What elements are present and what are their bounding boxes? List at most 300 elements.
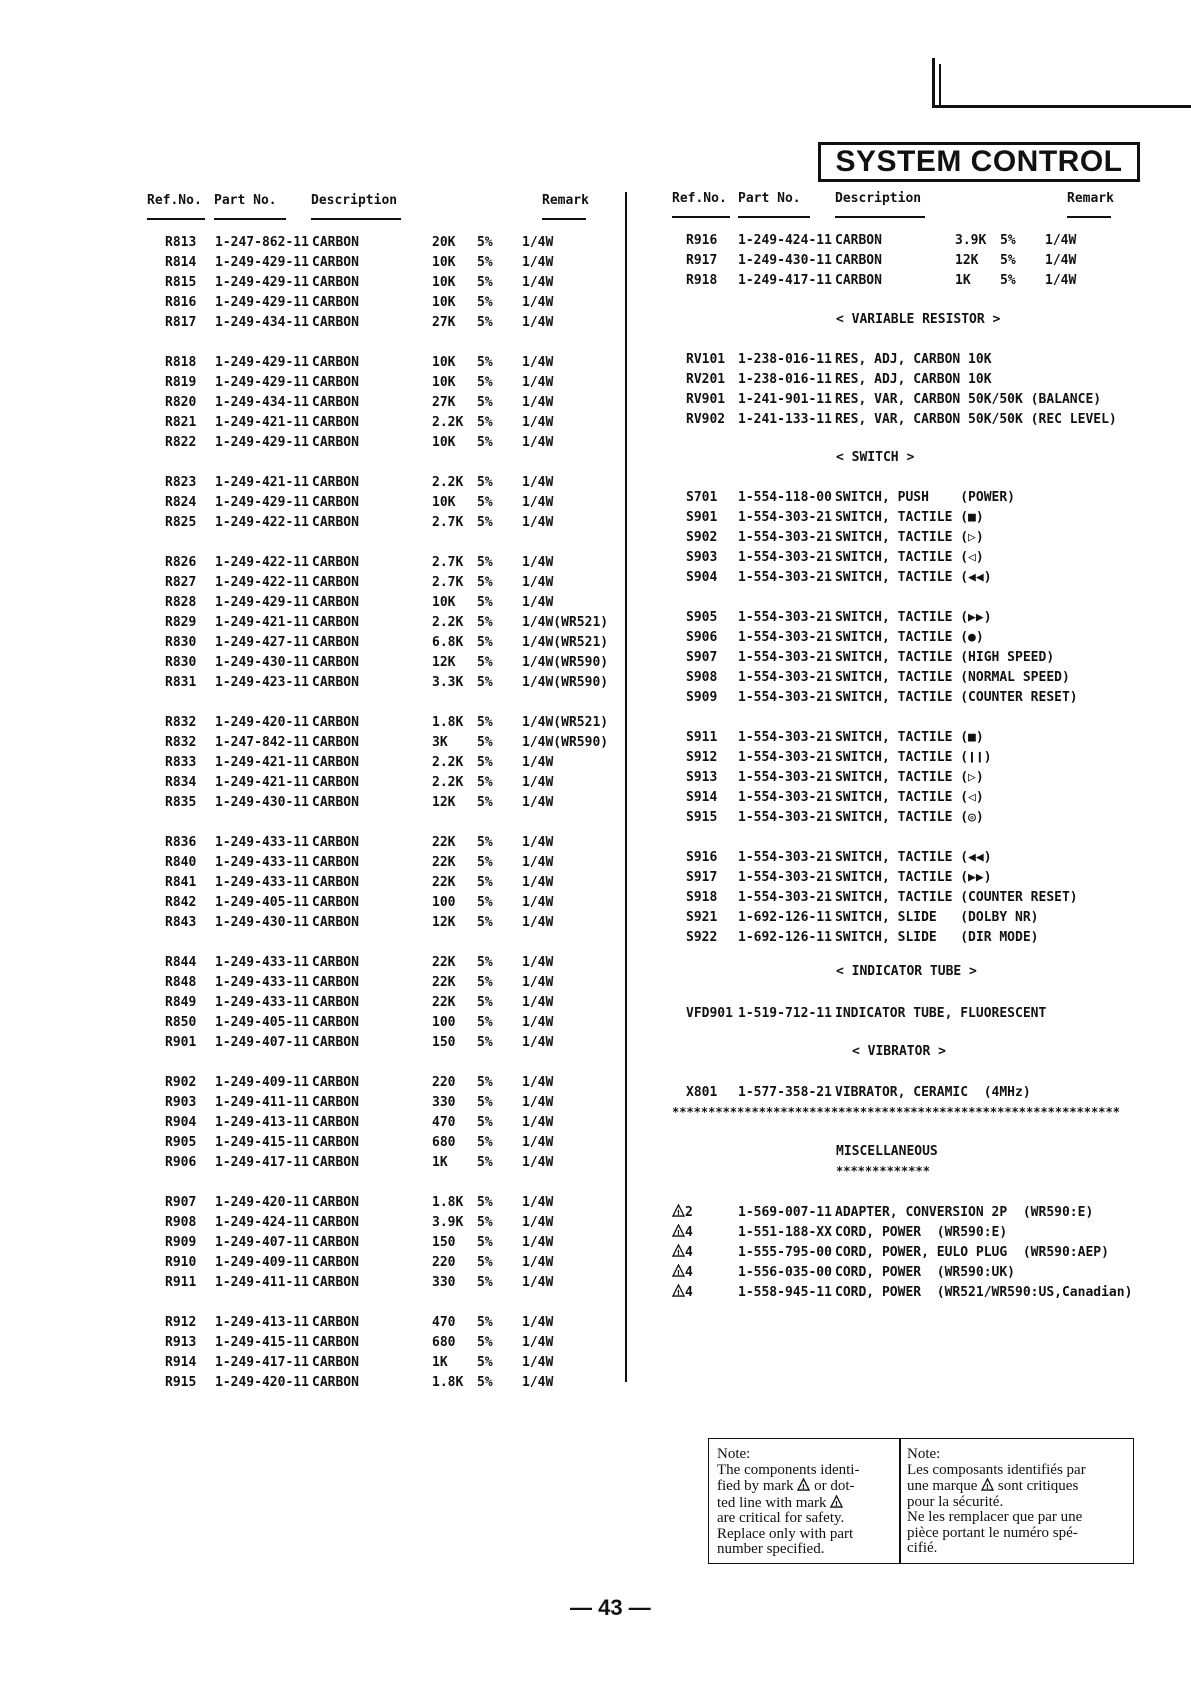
part-no: 1-249-417-11 xyxy=(215,1155,309,1170)
value: 3.9K xyxy=(955,233,987,248)
description: CARBON xyxy=(835,253,882,268)
value: 12K xyxy=(432,915,456,930)
remark: 1/4W xyxy=(522,1035,554,1050)
part-no: 1-554-303-21 xyxy=(738,570,832,585)
warning-triangle-icon xyxy=(797,1478,810,1491)
remark: 1/4W xyxy=(522,995,554,1010)
ref-no: R850 xyxy=(165,1015,197,1030)
value: 1.8K xyxy=(432,1375,464,1390)
ref-no: R916 xyxy=(686,233,718,248)
tolerance: 5% xyxy=(477,395,493,410)
remark: 1/4W xyxy=(522,855,554,870)
parts-row xyxy=(0,908,1191,928)
part-no: 1-249-415-11 xyxy=(215,1135,309,1150)
description: CARBON xyxy=(312,375,359,390)
value: 2.2K xyxy=(432,475,464,490)
part-no: 1-249-405-11 xyxy=(215,1015,309,1030)
right-desc-underline xyxy=(835,216,925,218)
ref-no: R827 xyxy=(165,575,197,590)
description: CARBON xyxy=(312,675,359,690)
parts-row xyxy=(0,1083,1191,1103)
part-no: 1-249-429-11 xyxy=(215,295,309,310)
ref-no: R840 xyxy=(165,855,197,870)
section-indicator-tube: < INDICATOR TUBE > xyxy=(836,964,977,979)
value: 100 xyxy=(432,895,456,910)
ref-number: 2 xyxy=(685,1205,693,1220)
ref-no: S904 xyxy=(686,570,718,585)
value: 470 xyxy=(432,1315,456,1330)
part-no: 1-249-422-11 xyxy=(215,575,309,590)
part-no: 1-577-358-21 xyxy=(738,1085,832,1100)
misc-stars: ************* xyxy=(836,1164,930,1178)
remark: 1/4W(WR590) xyxy=(522,655,609,670)
ref-no: R910 xyxy=(165,1255,197,1270)
parts-row xyxy=(0,433,620,453)
part-no: 1-249-433-11 xyxy=(215,995,309,1010)
remark: 1/4W xyxy=(522,1375,554,1390)
value: 10K xyxy=(432,255,456,270)
ref-no xyxy=(672,1203,693,1223)
tolerance: 5% xyxy=(477,1275,493,1290)
parts-row xyxy=(0,928,1191,948)
ref-no: R814 xyxy=(165,255,197,270)
corner-mark xyxy=(932,58,935,108)
ref-no: R835 xyxy=(165,795,197,810)
part-no: 1-551-188-XX xyxy=(738,1225,832,1240)
value: 27K xyxy=(432,395,456,410)
ref-no: R822 xyxy=(165,435,197,450)
value: 1K xyxy=(432,1155,448,1170)
ref-no: X801 xyxy=(686,1085,718,1100)
note-box xyxy=(708,1438,1134,1564)
tolerance: 5% xyxy=(477,575,493,590)
tolerance: 5% xyxy=(477,1215,493,1230)
description: CARBON xyxy=(312,395,359,410)
value: 22K xyxy=(432,875,456,890)
tolerance: 5% xyxy=(477,555,493,570)
remark: 1/4W xyxy=(522,1015,554,1030)
remark: 1/4W xyxy=(522,375,554,390)
part-no: 1-249-405-11 xyxy=(215,895,309,910)
ref-no: R842 xyxy=(165,895,197,910)
note-en-line: fied by mark ! or dot- xyxy=(717,1478,855,1494)
part-no: 1-554-303-21 xyxy=(738,690,832,705)
left-ref-underline xyxy=(147,218,205,220)
value: 20K xyxy=(432,235,456,250)
tolerance: 5% xyxy=(477,415,493,430)
description: CARBON xyxy=(312,355,359,370)
remark: 1/4W xyxy=(522,275,554,290)
note-french xyxy=(907,1447,1129,1557)
ref-no: R836 xyxy=(165,835,197,850)
part-no: 1-554-303-21 xyxy=(738,870,832,885)
value: 330 xyxy=(432,1275,456,1290)
parts-row xyxy=(0,1223,1191,1243)
remark: 1/4W xyxy=(522,395,554,410)
description: SWITCH, TACTILE (▶▶) xyxy=(835,870,992,885)
description: CARBON xyxy=(312,955,359,970)
description: CARBON xyxy=(312,1075,359,1090)
remark: 1/4W xyxy=(522,575,554,590)
parts-row xyxy=(0,1353,620,1373)
parts-row xyxy=(0,271,1191,291)
remark: 1/4W xyxy=(1045,233,1077,248)
remark: 1/4W(WR590) xyxy=(522,675,609,690)
misc-title: MISCELLANEOUS xyxy=(836,1144,938,1159)
ref-no xyxy=(672,1223,693,1243)
ref-no: R820 xyxy=(165,395,197,410)
description: CARBON xyxy=(312,635,359,650)
parts-row xyxy=(0,808,1191,828)
ref-no: R911 xyxy=(165,1275,197,1290)
tolerance: 5% xyxy=(477,775,493,790)
remark: 1/4W xyxy=(522,435,554,450)
part-no: 1-554-303-21 xyxy=(738,750,832,765)
part-no: 1-249-430-11 xyxy=(215,655,309,670)
description: SWITCH, PUSH (POWER) xyxy=(835,490,1016,505)
tolerance: 5% xyxy=(477,955,493,970)
value: 100 xyxy=(432,1015,456,1030)
parts-row xyxy=(0,410,1191,430)
svg-text:!: ! xyxy=(676,1268,681,1277)
ref-no: S701 xyxy=(686,490,718,505)
remark: 1/4W xyxy=(522,755,554,770)
description: SWITCH, TACTILE (◁) xyxy=(835,550,984,565)
tolerance: 5% xyxy=(477,715,493,730)
svg-text:!: ! xyxy=(802,1482,806,1491)
right-header-ref: Ref.No. xyxy=(672,191,727,206)
ref-no: R830 xyxy=(165,635,197,650)
tolerance: 5% xyxy=(477,755,493,770)
description: CARBON xyxy=(312,1315,359,1330)
remark: 1/4W xyxy=(522,1315,554,1330)
part-no: 1-554-303-21 xyxy=(738,510,832,525)
part-no: 1-249-429-11 xyxy=(215,255,309,270)
description: SWITCH, TACTILE (◀◀) xyxy=(835,570,992,585)
svg-text:!: ! xyxy=(835,1498,839,1508)
tolerance: 5% xyxy=(477,635,493,650)
description: SWITCH, SLIDE (DIR MODE) xyxy=(835,930,1039,945)
right-resistor-list xyxy=(0,231,1191,291)
remark: 1/4W xyxy=(522,775,554,790)
value: 220 xyxy=(432,1255,456,1270)
ref-no: R914 xyxy=(165,1355,197,1370)
part-no: 1-241-901-11 xyxy=(738,392,832,407)
ref-no: R824 xyxy=(165,495,197,510)
row-gap xyxy=(0,453,620,473)
note-fr-line: Les composants identifiés par xyxy=(907,1461,1086,1478)
value: 22K xyxy=(432,855,456,870)
value: 1K xyxy=(432,1355,448,1370)
parts-row xyxy=(0,231,1191,251)
value: 27K xyxy=(432,315,456,330)
parts-row xyxy=(0,848,1191,868)
description: CARBON xyxy=(312,575,359,590)
value: 680 xyxy=(432,1335,456,1350)
description: CARBON xyxy=(312,1235,359,1250)
part-no: 1-249-433-11 xyxy=(215,855,309,870)
description: SWITCH, TACTILE (◀◀) xyxy=(835,850,992,865)
tolerance: 5% xyxy=(477,655,493,670)
ref-no: R844 xyxy=(165,955,197,970)
part-no: 1-554-303-21 xyxy=(738,550,832,565)
ref-no: S903 xyxy=(686,550,718,565)
ref-no: R904 xyxy=(165,1115,197,1130)
description: CARBON xyxy=(312,715,359,730)
indicator-tube-list xyxy=(0,1004,1191,1024)
value: 10K xyxy=(432,275,456,290)
part-no: 1-249-434-11 xyxy=(215,395,309,410)
part-no: 1-249-433-11 xyxy=(215,955,309,970)
description: CARBON xyxy=(312,275,359,290)
part-no: 1-554-303-21 xyxy=(738,650,832,665)
remark: 1/4W xyxy=(522,1215,554,1230)
part-no: 1-249-421-11 xyxy=(215,615,309,630)
ref-no: R828 xyxy=(165,595,197,610)
tolerance: 5% xyxy=(477,1335,493,1350)
value: 10K xyxy=(432,595,456,610)
note-fr-line: pièce portant le numéro spé- xyxy=(907,1524,1078,1541)
note-en-line: number specified. xyxy=(717,1541,825,1557)
remark: 1/4W xyxy=(522,915,554,930)
description: RES, VAR, CARBON 50K/50K (REC LEVEL) xyxy=(835,412,1117,427)
ref-no: S901 xyxy=(686,510,718,525)
remark: 1/4W xyxy=(522,235,554,250)
ref-no: S922 xyxy=(686,930,718,945)
value: 1K xyxy=(955,273,971,288)
note-en-line: ted line with mark ! xyxy=(717,1495,893,1512)
description: SWITCH, TACTILE (◎) xyxy=(835,810,984,825)
remark: 1/4W xyxy=(522,1075,554,1090)
description: RES, VAR, CARBON 50K/50K (BALANCE) xyxy=(835,392,1102,407)
parts-row xyxy=(0,568,1191,588)
value: 1.8K xyxy=(432,1195,464,1210)
part-no: 1-554-303-21 xyxy=(738,730,832,745)
part-no: 1-249-417-11 xyxy=(215,1355,309,1370)
ref-no: S915 xyxy=(686,810,718,825)
part-no: 1-554-303-21 xyxy=(738,810,832,825)
description: CARBON xyxy=(312,995,359,1010)
parts-row xyxy=(0,293,620,313)
ref-no: VFD901 xyxy=(686,1006,733,1021)
svg-text:!: ! xyxy=(985,1482,990,1491)
ref-no: R834 xyxy=(165,775,197,790)
part-no: 1-554-303-21 xyxy=(738,770,832,785)
remark: 1/4W(WR521) xyxy=(522,635,609,650)
parts-row xyxy=(0,313,620,333)
parts-row xyxy=(0,1033,620,1053)
description: CARBON xyxy=(312,655,359,670)
remark: 1/4W xyxy=(522,1355,554,1370)
parts-row xyxy=(0,1203,1191,1223)
note-fr-title: Note: xyxy=(907,1446,941,1462)
ref-no: R832 xyxy=(165,735,197,750)
part-no: 1-692-126-11 xyxy=(738,910,832,925)
ref-no: R831 xyxy=(165,675,197,690)
parts-row xyxy=(0,768,1191,788)
part-no: 1-249-429-11 xyxy=(215,275,309,290)
ref-no: R832 xyxy=(165,715,197,730)
description: CARBON xyxy=(312,875,359,890)
ref-no: R843 xyxy=(165,915,197,930)
description: CARBON xyxy=(835,233,882,248)
section-switch: < SWITCH > xyxy=(836,450,915,465)
value: 22K xyxy=(432,995,456,1010)
remark: 1/4W xyxy=(522,1335,554,1350)
note-fr-line: Ne les remplacer que par une xyxy=(907,1509,1083,1525)
remark: 1/4W xyxy=(522,1195,554,1210)
parts-row xyxy=(0,788,1191,808)
value: 220 xyxy=(432,1075,456,1090)
parts-row xyxy=(0,888,1191,908)
part-no: 1-519-712-11 xyxy=(738,1006,832,1021)
section-variable-resistor: < VARIABLE RESISTOR > xyxy=(836,312,1001,327)
right-header-remark: Remark xyxy=(1067,191,1114,206)
svg-text:!: ! xyxy=(676,1248,681,1257)
ref-no: R905 xyxy=(165,1135,197,1150)
description: CARBON xyxy=(312,435,359,450)
remark: 1/4W xyxy=(522,1235,554,1250)
right-remark-underline xyxy=(1067,216,1111,218)
ref-no: R829 xyxy=(165,615,197,630)
row-gap xyxy=(0,1173,620,1193)
parts-row xyxy=(0,648,1191,668)
remark: 1/4W xyxy=(522,495,554,510)
right-header-desc: Description xyxy=(835,191,922,206)
part-no: 1-249-433-11 xyxy=(215,835,309,850)
description: CARBON xyxy=(312,795,359,810)
parts-row xyxy=(0,251,1191,271)
left-header-desc: Description xyxy=(311,193,398,208)
tolerance: 5% xyxy=(477,1095,493,1110)
parts-row xyxy=(0,1263,1191,1283)
description: SWITCH, TACTILE (◁) xyxy=(835,790,984,805)
variable-resistor-list xyxy=(0,350,1191,430)
tolerance: 5% xyxy=(477,995,493,1010)
description: CARBON xyxy=(312,315,359,330)
description: CARBON xyxy=(312,755,359,770)
part-no: 1-249-421-11 xyxy=(215,755,309,770)
warning-triangle-icon xyxy=(672,1224,685,1237)
part-no: 1-249-424-11 xyxy=(215,1215,309,1230)
warning-triangle-icon xyxy=(830,1495,843,1508)
description: CARBON xyxy=(312,235,359,250)
remark: 1/4W xyxy=(522,555,554,570)
remark: 1/4W xyxy=(522,595,554,610)
tolerance: 5% xyxy=(477,315,493,330)
ref-no: R823 xyxy=(165,475,197,490)
note-en-line: The components identi- xyxy=(717,1461,860,1478)
tolerance: 5% xyxy=(477,595,493,610)
svg-text:!: ! xyxy=(676,1208,681,1217)
ref-no: R818 xyxy=(165,355,197,370)
parts-row xyxy=(0,1243,1191,1263)
tolerance: 5% xyxy=(477,915,493,930)
part-no: 1-249-423-11 xyxy=(215,675,309,690)
part-no: 1-249-420-11 xyxy=(215,715,309,730)
part-no: 1-249-433-11 xyxy=(215,975,309,990)
part-no: 1-249-411-11 xyxy=(215,1095,309,1110)
value: 3.9K xyxy=(432,1215,464,1230)
description: CARBON xyxy=(312,1375,359,1390)
part-no: 1-249-409-11 xyxy=(215,1075,309,1090)
right-ref-underline xyxy=(672,216,730,218)
value: 10K xyxy=(432,495,456,510)
remark: 1/4W xyxy=(522,415,554,430)
description: CARBON xyxy=(312,415,359,430)
note-en-line: are critical for safety. xyxy=(717,1510,845,1526)
remark: 1/4W xyxy=(522,515,554,530)
part-no: 1-249-420-11 xyxy=(215,1195,309,1210)
row-gap xyxy=(0,708,1191,728)
part-no: 1-249-421-11 xyxy=(215,475,309,490)
description: SWITCH, TACTILE (▷) xyxy=(835,530,984,545)
remark: 1/4W(WR521) xyxy=(522,715,609,730)
value: 2.7K xyxy=(432,515,464,530)
value: 22K xyxy=(432,975,456,990)
part-no: 1-249-407-11 xyxy=(215,1235,309,1250)
ref-no: S921 xyxy=(686,910,718,925)
description: ADAPTER, CONVERSION 2P (WR590:E) xyxy=(835,1205,1094,1220)
part-no: 1-249-430-11 xyxy=(215,795,309,810)
note-divider xyxy=(899,1439,901,1563)
description: SWITCH, TACTILE (■) xyxy=(835,730,984,745)
right-header-part: Part No. xyxy=(738,191,801,206)
ref-no: R819 xyxy=(165,375,197,390)
part-no: 1-554-118-00 xyxy=(738,490,832,505)
part-no: 1-249-420-11 xyxy=(215,1375,309,1390)
part-no: 1-249-433-11 xyxy=(215,875,309,890)
description: CARBON xyxy=(312,1155,359,1170)
description: CARBON xyxy=(312,555,359,570)
description: RES, ADJ, CARBON 10K xyxy=(835,352,992,367)
parts-row xyxy=(0,1113,620,1133)
remark: 1/4W xyxy=(522,875,554,890)
ref-no: R902 xyxy=(165,1075,197,1090)
description: SWITCH, TACTILE (❙❙) xyxy=(835,750,992,765)
description: SWITCH, TACTILE (▷) xyxy=(835,770,984,785)
part-no: 1-249-429-11 xyxy=(215,355,309,370)
note-en-title: Note: xyxy=(717,1446,751,1462)
ref-no: S917 xyxy=(686,870,718,885)
tolerance: 5% xyxy=(477,735,493,750)
tolerance: 5% xyxy=(1000,273,1016,288)
value: 1.8K xyxy=(432,715,464,730)
ref-no xyxy=(672,1263,693,1283)
part-no: 1-249-415-11 xyxy=(215,1335,309,1350)
part-no: 1-249-413-11 xyxy=(215,1315,309,1330)
remark: 1/4W xyxy=(522,255,554,270)
part-no: 1-249-429-11 xyxy=(215,595,309,610)
part-no: 1-249-434-11 xyxy=(215,315,309,330)
value: 10K xyxy=(432,355,456,370)
description: CARBON xyxy=(312,775,359,790)
ref-no: R833 xyxy=(165,755,197,770)
remark: 1/4W xyxy=(1045,273,1077,288)
part-no: 1-238-016-11 xyxy=(738,372,832,387)
parts-row xyxy=(0,1133,620,1153)
description: SWITCH, TACTILE (▶▶) xyxy=(835,610,992,625)
description: CARBON xyxy=(312,835,359,850)
parts-row xyxy=(0,728,1191,748)
left-header-part: Part No. xyxy=(214,193,277,208)
tolerance: 5% xyxy=(477,675,493,690)
ref-no: R901 xyxy=(165,1035,197,1050)
tolerance: 5% xyxy=(477,295,493,310)
right-part-underline xyxy=(738,216,810,218)
row-gap xyxy=(0,828,1191,848)
description: CORD, POWER (WR521/WR590:US,Canadian) xyxy=(835,1285,1133,1300)
